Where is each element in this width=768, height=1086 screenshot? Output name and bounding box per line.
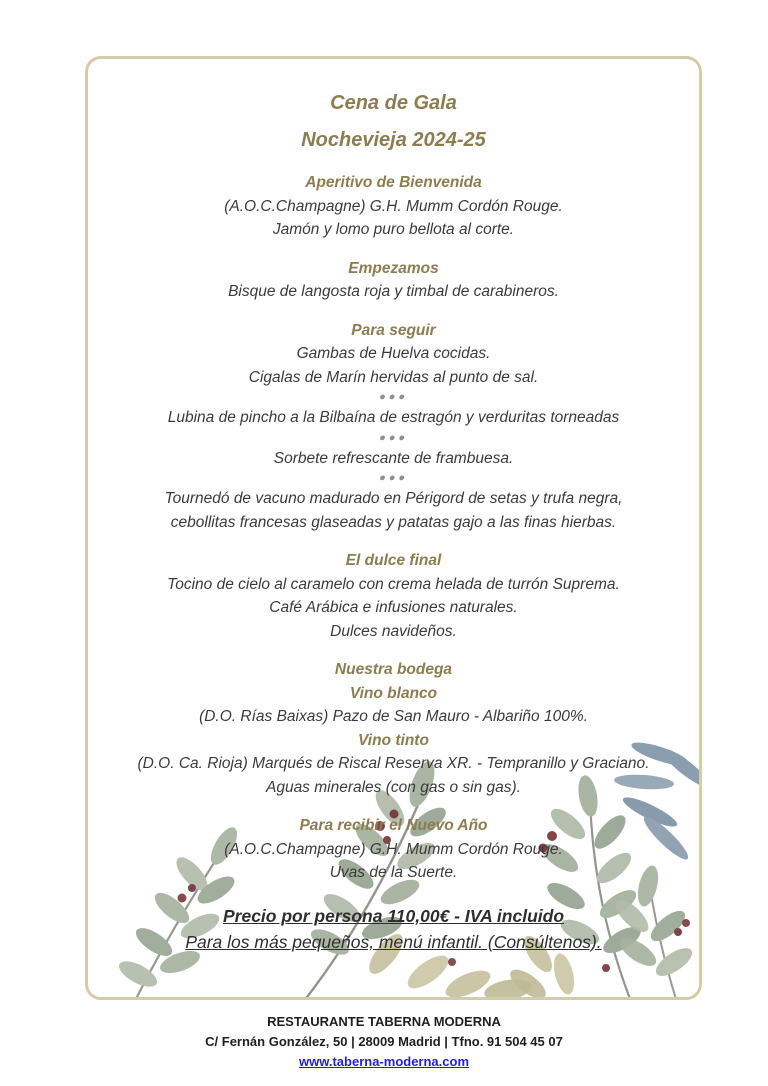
berry — [448, 958, 456, 966]
restaurant-address: C/ Fernán González, 50 | 28009 Madrid | Tfno. 91 504 45 07 — [205, 1034, 563, 1049]
course-separator: ●●● — [377, 472, 410, 484]
menu-section-heading: Para seguir — [351, 321, 436, 339]
menu-item-line: Sorbete refrescante de frambuesa. — [273, 449, 514, 467]
menu-item-line: cebollitas francesas glaseadas y patatas gajo a las finas hierbas. — [170, 513, 617, 531]
menu-item-line: Cigalas de Marín hervidas al punto de sal. — [248, 368, 539, 386]
menu-section-heading: El dulce final — [345, 552, 442, 569]
children-menu-note: Para los más pequeños, menú infantil. (Consúltenos). — [185, 931, 602, 952]
website-link[interactable]: www.taberna-moderna.com — [299, 1054, 469, 1069]
menu-item-line: (A.O.C.Champagne) G.H. Mumm Cordón Rouge. — [224, 840, 563, 858]
menu-section-heading: Empezamos — [348, 259, 439, 277]
menu-body — [88, 171, 699, 885]
menu-item-line: Aguas minerales (con gas o sin gas). — [265, 778, 522, 796]
menu-item-line: Lubina de pincho a la Bilbaína de estragón y verduritas torneadas — [167, 409, 620, 426]
price-line: Precio por persona 110,00€ - IVA incluido — [222, 905, 565, 926]
menu-item-line: Tocino de cielo al caramelo con crema helada de turrón Suprema. — [167, 575, 620, 593]
menu-item-line: Gambas de Huelva cocidas. — [296, 345, 491, 362]
footer — [0, 1012, 768, 1072]
menu-item-line: (D.O. Ca. Rioja) Marqués de Riscal Reserva XR. - Tempranillo y Graciano. — [137, 755, 650, 772]
section-spacer — [88, 534, 699, 549]
menu-content — [88, 59, 699, 955]
course-separator: ●●● — [377, 391, 410, 403]
menu-item-line: Bisque de langosta roja y timbal de carabineros. — [228, 283, 559, 300]
menu-title: Cena de Gala — [330, 92, 457, 114]
menu-subtitle: Nochevieja 2024-25 — [301, 129, 486, 151]
course-separator: ●●● — [377, 431, 410, 444]
section-spacer — [88, 799, 699, 814]
menu-section-heading: Nuestra bodega — [334, 661, 453, 678]
menu-item-line: Uvas de la Suerte. — [329, 864, 458, 881]
menu-item-line: Café Arábica e infusiones naturales. — [269, 599, 518, 616]
section-spacer — [88, 643, 699, 658]
menu-section-heading: Para recibir el Nuevo Año — [299, 817, 488, 834]
menu-item-line: (D.O. Rías Baixas) Pazo de San Mauro - Albariño 100%. — [199, 708, 588, 725]
restaurant-name: RESTAURANTE TABERNA MODERNA — [267, 1014, 501, 1029]
section-spacer — [88, 304, 699, 319]
menu-item-line: Dulces navideños. — [330, 622, 457, 640]
menu-section-heading: Vino blanco — [349, 684, 438, 702]
menu-item-line: (A.O.C.Champagne) G.H. Mumm Cordón Rouge. — [224, 197, 563, 215]
section-spacer — [88, 242, 699, 257]
menu-item-line: Jamón y lomo puro bellota al corte. — [272, 221, 515, 238]
menu-section-heading: Aperitivo de Bienvenida — [305, 174, 482, 191]
menu-section-heading: Vino tinto — [358, 731, 429, 749]
menu-card — [85, 56, 702, 1000]
menu-item-line: Tournedó de vacuno madurado en Périgord de setas y trufa negra, — [164, 490, 623, 507]
